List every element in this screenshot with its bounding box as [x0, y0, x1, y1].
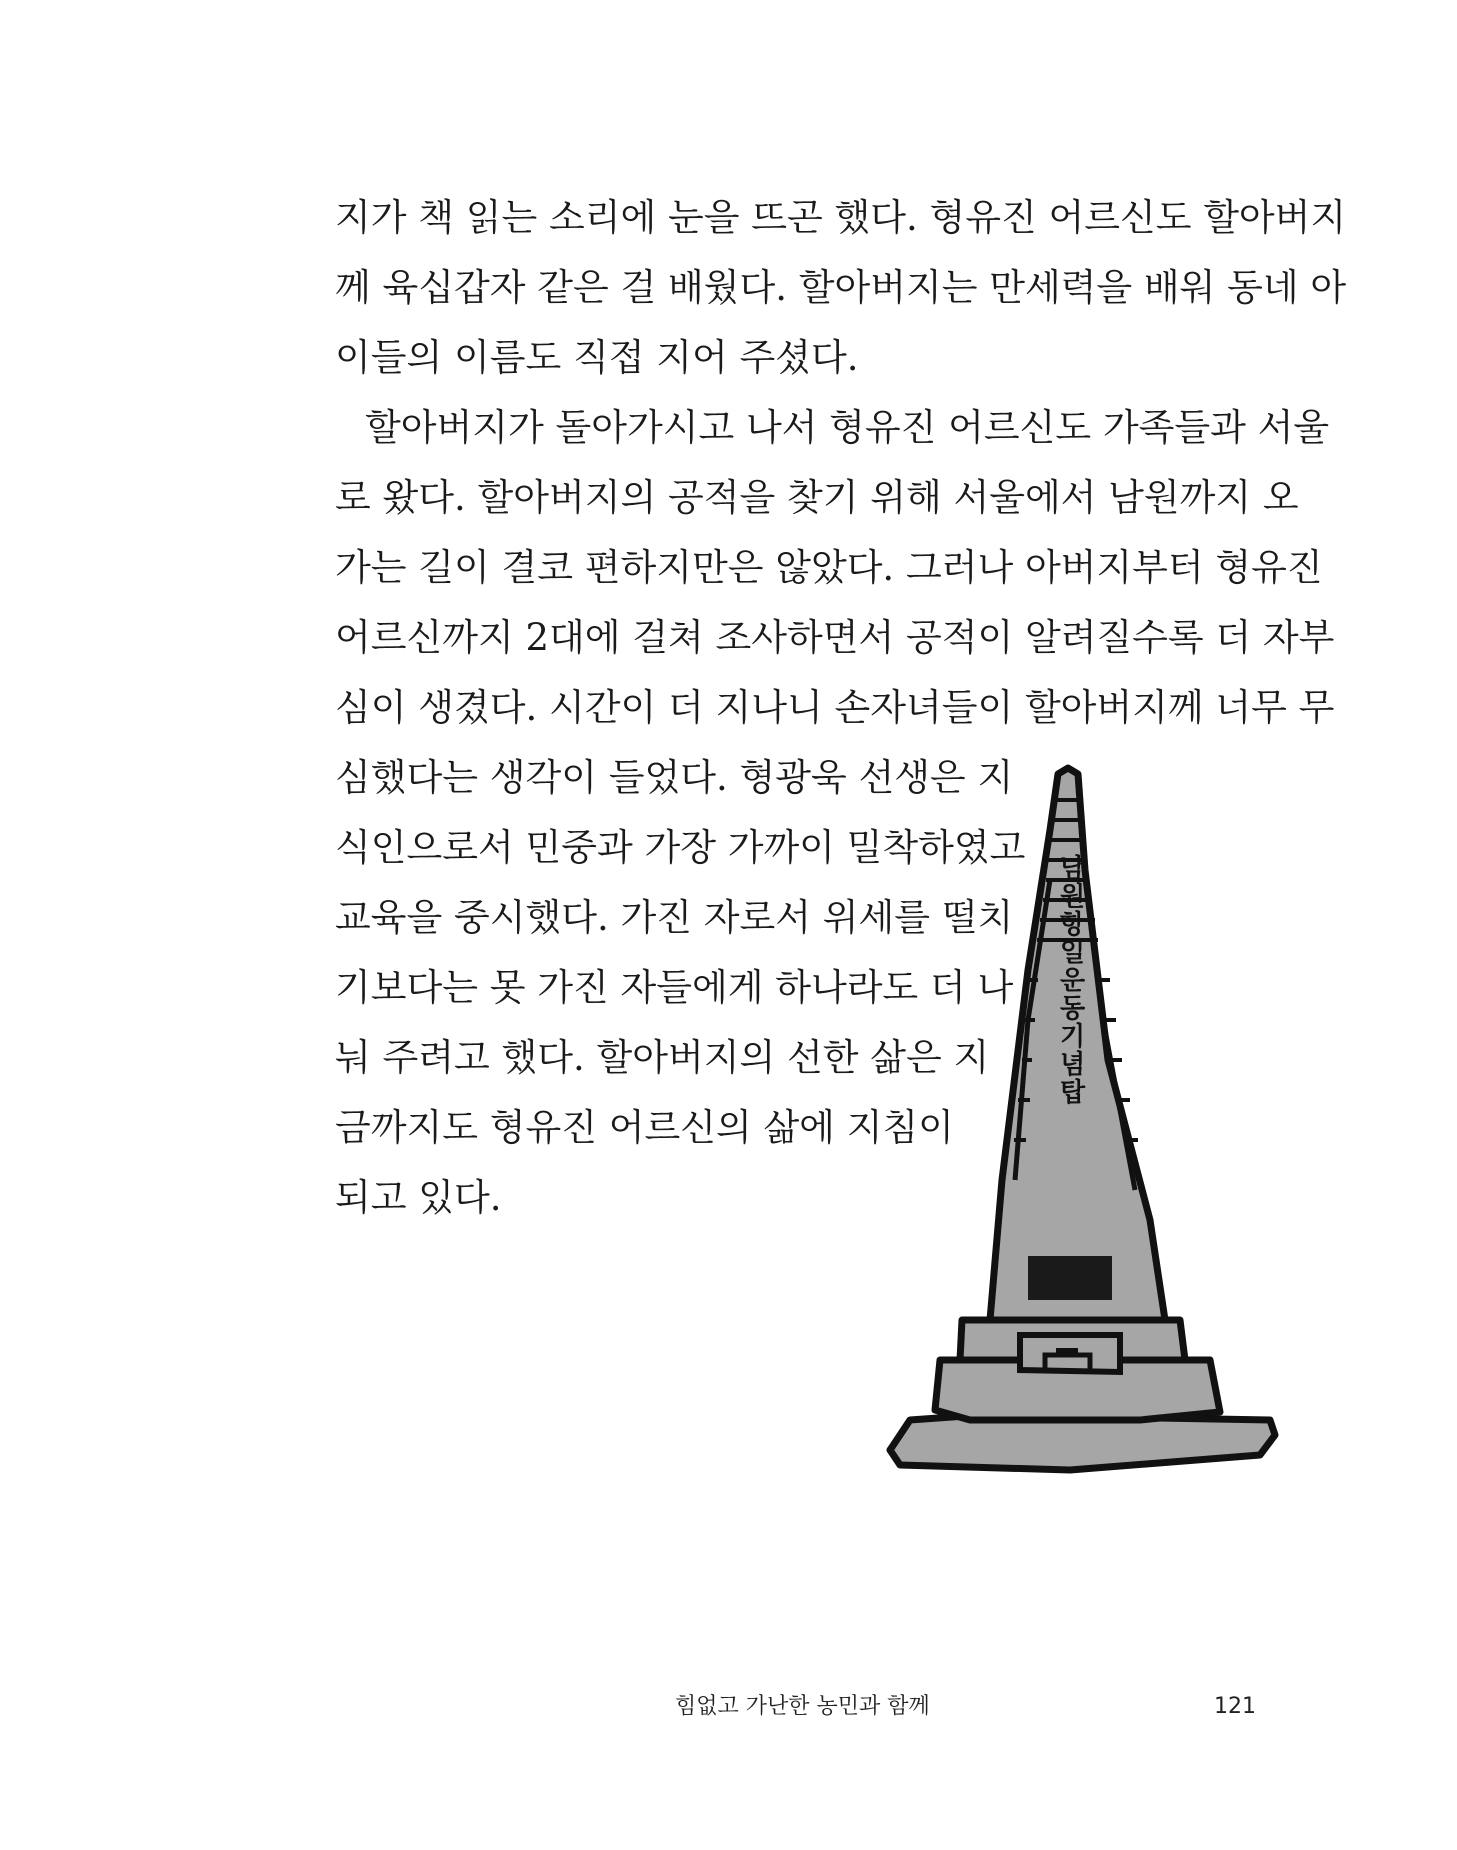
body-text-line: 심했다는 생각이 들었다. 형광욱 선생은 지: [335, 756, 1014, 799]
monument-inscription: 남원항일운동기념탑: [1055, 854, 1085, 1106]
body-text-line: 어르신까지 2대에 걸쳐 조사하면서 공적이 알려질수록 더 자부: [335, 616, 1335, 659]
page-number: 121: [1214, 1694, 1256, 1719]
body-text-line: 께 육십갑자 같은 걸 배웠다. 할아버지는 만세력을 배워 동네 아: [335, 266, 1347, 309]
body-text-line: 금까지도 형유진 어르신의 삶에 지침이: [335, 1106, 954, 1149]
body-text-line: 로 왔다. 할아버지의 공적을 찾기 위해 서울에서 남원까지 오: [335, 476, 1299, 519]
body-text-line: 식인으로서 민중과 가장 가까이 밀착하였고: [335, 826, 1026, 869]
body-text-line: 가는 길이 결코 편하지만은 않았다. 그러나 아버지부터 형유진: [335, 546, 1323, 589]
body-text-line: 기보다는 못 가진 자들에게 하나라도 더 나: [335, 966, 1014, 1009]
body-text-line: 교육을 중시했다. 가진 자로서 위세를 떨치: [335, 896, 1014, 939]
body-text-line: 이들의 이름도 직접 지어 주셨다.: [335, 336, 859, 379]
body-text-line: 눠 주려고 했다. 할아버지의 선한 삶은 지: [335, 1036, 990, 1079]
body-text-line: 심이 생겼다. 시간이 더 지나니 손자녀들이 할아버지께 너무 무: [335, 686, 1335, 729]
body-text-line: 되고 있다.: [335, 1176, 502, 1219]
running-footer-title: 힘없고 가난한 농민과 함께: [675, 1694, 930, 1719]
body-text-line: 할아버지가 돌아가시고 나서 형유진 어르신도 가족들과 서울: [365, 406, 1330, 449]
monument-illustration: [880, 760, 1280, 1510]
body-text-line: 지가 책 읽는 소리에 눈을 뜨곤 했다. 형유진 어르신도 할아버지: [335, 196, 1347, 239]
